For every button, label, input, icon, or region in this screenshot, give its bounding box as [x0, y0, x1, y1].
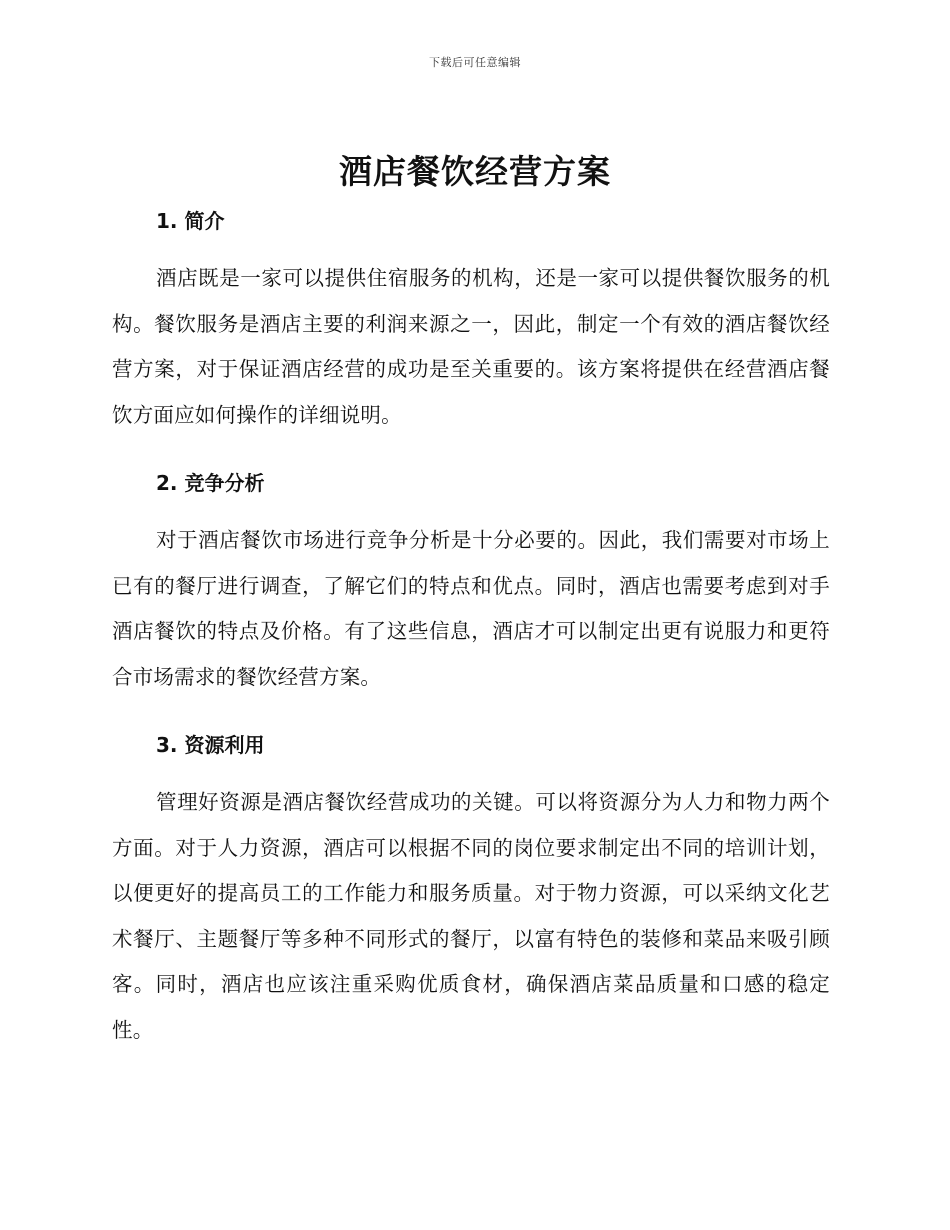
- section-paragraph: 酒店既是一家可以提供住宿服务的机构，还是一家可以提供餐饮服务的机构。餐饮服务是酒店主要的利润来源之一，因此，制定一个有效的酒店餐饮经营方案，对于保证酒店经营的成功是至关重要的。该方案将提供在经营酒店餐饮方面应如何操作的详细说明。: [112, 266, 830, 427]
- section-competition-analysis: [112, 460, 830, 700]
- section-paragraph: 管理好资源是酒店餐饮经营成功的关键。可以将资源分为人力和物力两个方面。对于人力资源，酒店可以根据不同的岗位要求制定出不同的培训计划，以便更好的提高员工的工作能力和服务质量。对于物力资源，可以采纳文化艺术餐厅、主题餐厅等多种不同形式的餐厅，以富有特色的装修和菜品来吸引顾客。同时，酒店也应该注重采购优质食材，确保酒店菜品质量和口感的稳定性。: [112, 790, 830, 1042]
- document-body: [112, 198, 830, 1075]
- section-paragraph: 对于酒店餐饮市场进行竞争分析是十分必要的。因此，我们需要对市场上已有的餐厅进行调查，了解它们的特点和优点。同时，酒店也需要考虑到对手酒店餐饮的特点及价格。有了这些信息，酒店才可以制定出更有说服力和更符合市场需求的餐饮经营方案。: [112, 528, 830, 689]
- section-resource-utilization: [112, 722, 830, 1053]
- page-header-note: 下载后可任意编辑: [429, 56, 521, 69]
- section-heading: 1. 简介: [156, 209, 225, 233]
- section-introduction: [112, 198, 830, 438]
- section-heading: 3. 资源利用: [156, 733, 265, 757]
- section-heading: 2. 竞争分析: [156, 471, 265, 495]
- document-title: 酒店餐饮经营方案: [339, 152, 611, 191]
